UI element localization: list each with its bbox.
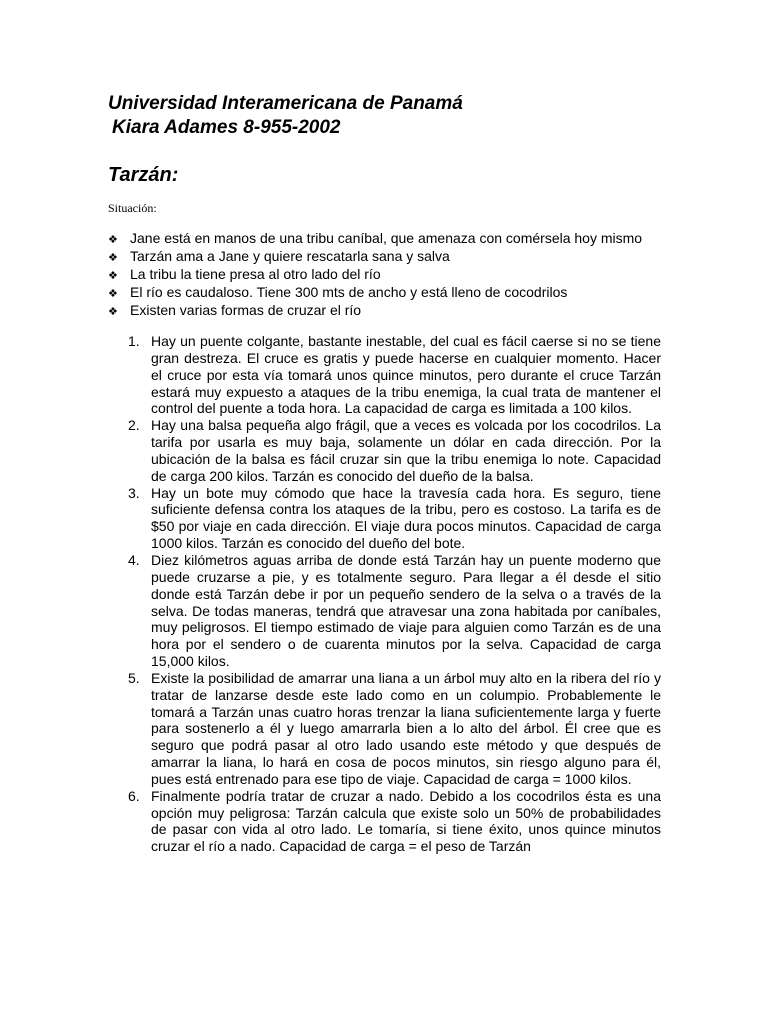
diamond-bullet-icon: ❖: [108, 305, 118, 318]
crossing-options-list: [128, 333, 661, 855]
student-name-id: Kiara Adames 8-955-2002: [112, 117, 341, 138]
option-number: 4.: [128, 551, 140, 568]
option-item: [128, 670, 661, 788]
option-text: Finalmente podría tratar de cruzar a nado. Debido a los cocodrilos ésta es una opción muy peligrosa: Tarzán calcula que existe solo un 50% de probabilidades de pasar con vida al otro lado. Le tomaría, si tiene éxito, unos quince minutos cruzar el río a nado. Capacidad de carga = el peso de Tarzán: [151, 787, 661, 855]
option-item: [128, 485, 661, 552]
option-text: Hay un bote muy cómodo que hace la travesía cada hora. Es seguro, tiene suficiente defensa contra los ataques de la tribu, pero es costoso. La tarifa es de $50 por viaje en cada dirección. El viaje dura pocos minutos. Capacidad de carga 1000 kilos. Tarzán es conocido del dueño del bote.: [151, 484, 661, 552]
option-item: [128, 417, 661, 484]
bullet-item: [108, 230, 642, 248]
bullet-text: Existen varias formas de cruzar el río: [130, 302, 362, 318]
bullet-item: [108, 248, 642, 266]
option-text: Existe la posibilidad de amarrar una liana a un árbol muy alto en la ribera del río y tratar de lanzarse desde este lado como en un columpio. Probablemente le tomará a Tarzán unas cuatro horas trenzar la liana suficientemente larga y fuerte para sostenerlo a él y luego amarrarla bien a lo alto del árbol. Él cree que es seguro que podrá pasar al otro lado usando este método y que después de amarrar la liana, lo hará en cosa de pocos minutos, sin riesgo alguno para él, pues está entrenado para ese tipo de viaje. Capacidad de carga = 1000 kilos.: [151, 669, 661, 787]
diamond-bullet-icon: ❖: [108, 233, 118, 246]
option-number: 2.: [128, 417, 140, 434]
option-text: Hay una balsa pequeña algo frágil, que a veces es volcada por los cocodrilos. La tarifa por usarla es muy baja, solamente un dólar en cada dirección. Por la ubicación de la balsa es fácil cruzar sin que la tribu enemiga lo note. Capacidad de carga 200 kilos. Tarzán es conocido del dueño de la balsa.: [151, 417, 661, 484]
option-number: 1.: [128, 333, 140, 349]
diamond-bullet-icon: ❖: [108, 287, 118, 300]
option-item: [128, 333, 661, 417]
diamond-bullet-icon: ❖: [108, 269, 118, 282]
bullet-item: [108, 284, 642, 302]
option-number: 5.: [128, 669, 140, 686]
bullet-item: [108, 302, 642, 320]
option-number: 3.: [128, 484, 140, 501]
bullet-item: [108, 266, 642, 284]
bullet-text: Tarzán ama a Jane y quiere rescatarla sana y salva: [130, 248, 450, 264]
option-number: 6.: [128, 787, 140, 804]
situation-label: Situación:: [108, 201, 157, 215]
bullet-text: Jane está en manos de una tribu caníbal, que amenaza con comérsela hoy mismo: [130, 230, 643, 246]
bullet-text: El río es caudaloso. Tiene 300 mts de ancho y está lleno de cocodrilos: [130, 284, 568, 300]
option-text: Hay un puente colgante, bastante inestable, del cual es fácil caerse si no se tiene gran destreza. El cruce es gratis y puede hacerse en cualquier momento. Hacer el cruce por esta vía tomará unos quince minutos, pero durante el cruce Tarzán estará muy expuesto a ataques de la tribu enemiga, la cual trata de mantener el control del puente a toda hora. La capacidad de carga es limitada a 100 kilos.: [151, 333, 661, 417]
document-heading: Tarzán:: [108, 164, 179, 186]
option-text: Diez kilómetros aguas arriba de donde está Tarzán hay un puente moderno que puede cruzarse a pie, y es totalmente seguro. Para llegar a él desde el sitio donde está Tarzán debe ir por un pequeño sendero de la selva o a través de la selva. De todas maneras, tendrá que atravesar una zona habitada por caníbales, muy peligrosos. El tiempo estimado de viaje para alguien como Tarzán es de una hora por el sendero o de cuarenta minutos por la selva. Capacidad de carga 15,000 kilos.: [151, 551, 661, 670]
situation-bullet-list: [108, 230, 642, 320]
diamond-bullet-icon: ❖: [108, 251, 118, 264]
university-title: Universidad Interamericana de Panamá: [108, 93, 463, 114]
option-item: [128, 552, 661, 670]
bullet-text: La tribu la tiene presa al otro lado del río: [130, 266, 381, 282]
option-item: [128, 788, 661, 855]
